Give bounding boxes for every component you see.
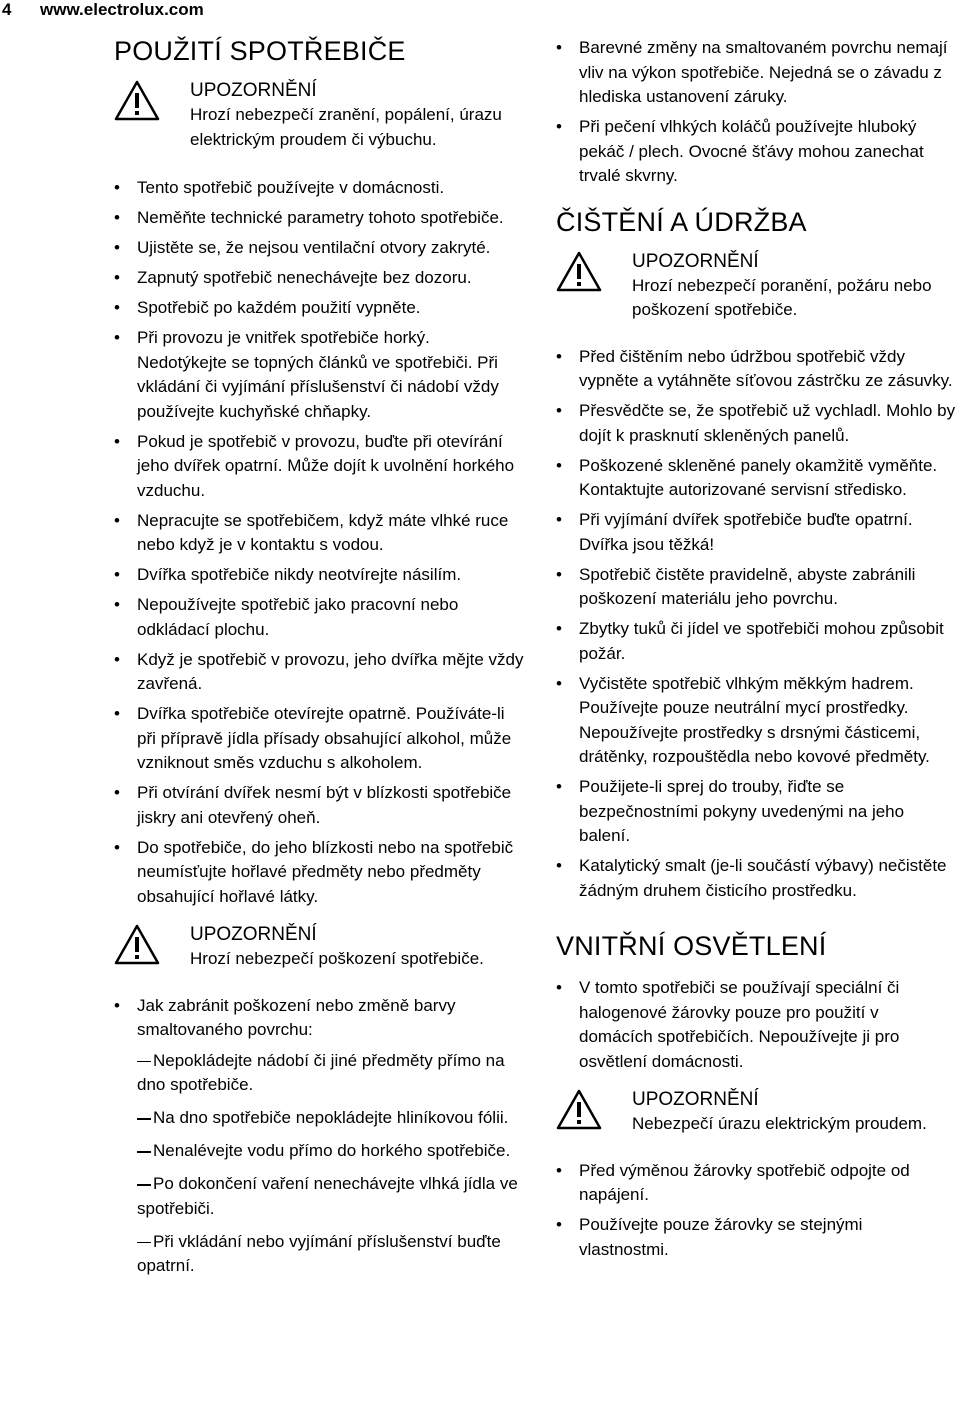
warning-box: [114, 923, 524, 972]
list-item: • V tomto spotřebiči se používají speciální či halogenové žárovky pouze pro použití v domácích spotřebičích. Nepoužívejte ji pro osvětlení domácnosti.: [556, 976, 956, 1074]
list-item: • Nepracujte se spotřebičem, když máte vlhké ruce nebo když je v kontaktu s vodou.: [114, 509, 524, 558]
dash-marker: [137, 1061, 151, 1063]
warning-text-block: [632, 1088, 927, 1137]
list-item: • Když je spotřebič v provozu, jeho dvířka mějte vždy zavřená.: [114, 648, 524, 697]
list-item: • Zbytky tuků či jídel ve spotřebiči mohou způsobit požár.: [556, 617, 956, 666]
warning-title: UPOZORNĚNÍ: [632, 250, 759, 272]
warning-text: Hrozí nebezpečí poranění, požáru nebo poškození spotřebiče.: [632, 275, 932, 319]
page-number: 4: [2, 0, 12, 19]
list-item: • Zapnutý spotřebič nenechávejte bez dozoru.: [114, 266, 524, 291]
dash-item-text: Při vkládání nebo vyjímání příslušenství buďte opatrní.: [137, 1231, 501, 1275]
section-title-lighting: VNITŘNÍ OSVĚTLENÍ: [556, 931, 827, 961]
list-item: • Použijete-li sprej do trouby, řiďte se bezpečnostními pokyny uvedenými na jeho balení.: [556, 775, 956, 849]
site-url[interactable]: www.electrolux.com: [40, 0, 204, 19]
dash-item-text: Po dokončení vaření nenechávejte vlhká jídla ve spotřebiči.: [137, 1174, 518, 1218]
dash-marker: [137, 1242, 151, 1244]
list-item: • Při otvírání dvířek nesmí být v blízkosti spotřebiče jiskry ani otevřený oheň.: [114, 781, 524, 830]
list-item: • Dvířka spotřebiče nikdy neotvírejte násilím.: [114, 563, 524, 588]
list-item: • Neměňte technické parametry tohoto spotřebiče.: [114, 206, 524, 231]
list-item: • Vyčistěte spotřebič vlhkým měkkým hadrem. Používejte pouze neutrální mycí prostředky. Nepoužívejte prostředky s drsnými částicemi, drátěnky, rozpouštědla nebo kovové předměty.: [556, 672, 956, 770]
warning-box: [114, 79, 524, 152]
list-item: • Jak zabránit poškození nebo změně barvy smaltovaného povrchu:: [114, 994, 524, 1043]
list-item: • Při provozu je vnitřek spotřebiče horký. Nedotýkejte se topných článků ve spotřebiči. Při vkládání či vyjímání příslušenství či nádobí vždy používejte kuchyňské chňapky.: [114, 326, 524, 424]
list-item: • Tento spotřebič používejte v domácnosti.: [114, 176, 524, 201]
warning-icon: [114, 79, 160, 121]
dash-marker: [137, 1151, 151, 1153]
list-item: • Katalytický smalt (je-li součástí výbavy) nečistěte žádným druhem čisticího prostředku.: [556, 854, 956, 903]
list-item: • Poškozené skleněné panely okamžitě vyměňte. Kontaktujte autorizované servisní středisko.: [556, 454, 956, 503]
dash-item-text: Na dno spotřebiče nepokládejte hliníkovou fólii.: [153, 1108, 509, 1127]
list-item: • Dvířka spotřebiče otevírejte opatrně. Používáte-li při přípravě jídla přísady obsahující alkohol, může vzniknout směs vzduchu s alkoholem.: [114, 702, 524, 776]
usage-list: [114, 176, 524, 909]
list-item: • Při pečení vlhkých koláčů používejte hluboký pekáč / plech. Ovocné šťávy mohou zanechat trvalé skvrny.: [556, 115, 956, 189]
list-item: • Před čištěním nebo údržbou spotřebič vždy vypněte a vytáhněte síťovou zástrčku ze zásuvky.: [556, 345, 956, 394]
left-column: [114, 36, 524, 1287]
dash-item: [114, 1230, 524, 1279]
bulb-list: [556, 1159, 956, 1263]
warning-title: UPOZORNĚNÍ: [632, 1089, 759, 1110]
warning-box: [556, 250, 956, 323]
warning-title: UPOZORNĚNÍ: [190, 80, 317, 101]
warning-text-block: [190, 923, 484, 972]
dash-marker: [137, 1184, 151, 1186]
list-item: • Spotřebič čistěte pravidelně, abyste zabránili poškození materiálu jeho povrchu.: [556, 563, 956, 612]
list-item: • Přesvědčte se, že spotřebič už vychladl. Mohlo by dojít k prasknutí skleněných panelů.: [556, 399, 956, 448]
dash-item: [114, 1139, 524, 1164]
dash-item: [114, 1049, 524, 1098]
warning-icon: [556, 250, 602, 292]
warning-text-block: [632, 250, 960, 323]
warning-box: [556, 1088, 956, 1137]
dash-marker: [137, 1118, 151, 1120]
warning-icon: [556, 1088, 602, 1130]
enamel-notes-list: [556, 36, 956, 189]
warning-text-block: [190, 79, 520, 152]
dash-item: [114, 1172, 524, 1221]
list-item: • Nepoužívejte spotřebič jako pracovní nebo odkládací plochu.: [114, 593, 524, 642]
list-item: • Používejte pouze žárovky se stejnými vlastnostmi.: [556, 1213, 956, 1262]
lighting-list: [556, 976, 956, 1074]
list-item: • Pokud je spotřebič v provozu, buďte při otevírání jeho dvířek opatrní. Může dojít k uvolnění horkého vzduchu.: [114, 430, 524, 504]
list-item: • Ujistěte se, že nejsou ventilační otvory zakryté.: [114, 236, 524, 261]
warning-icon: [114, 923, 160, 965]
warning-text: Hrozí nebezpečí poškození spotřebiče.: [190, 949, 484, 968]
dash-item-text: Nepokládejte nádobí či jiné předměty přímo na dno spotřebiče.: [137, 1050, 505, 1094]
warning-text: Hrozí nebezpečí zranění, popálení, úrazu elektrickým proudem či výbuchu.: [190, 105, 502, 149]
right-column: [556, 36, 956, 1268]
section-title-cleaning: ČIŠTĚNÍ A ÚDRŽBA: [556, 206, 807, 237]
list-item: • Do spotřebiče, do jeho blízkosti nebo na spotřebič neumísťujte hořlavé předměty nebo předměty obsahující hořlavé látky.: [114, 836, 524, 910]
warning-text: Nebezpečí úrazu elektrickým proudem.: [632, 1114, 927, 1133]
cleaning-list: [556, 345, 956, 904]
list-item: • Barevné změny na smaltovaném povrchu nemají vliv na výkon spotřebiče. Nejedná se o závadu z hlediska ustanovení záruky.: [556, 36, 956, 110]
list-item: • Při vyjímání dvířek spotřebiče buďte opatrní. Dvířka jsou těžká!: [556, 508, 956, 557]
warning-title: UPOZORNĚNÍ: [190, 924, 317, 945]
enamel-list: [114, 994, 524, 1043]
list-item: • Spotřebič po každém použití vypněte.: [114, 296, 524, 321]
list-item: • Před výměnou žárovky spotřebič odpojte od napájení.: [556, 1159, 956, 1208]
dash-item-text: Nenalévejte vodu přímo do horkého spotřebiče.: [153, 1141, 511, 1160]
section-title-usage: POUŽITÍ SPOTŘEBIČE: [114, 36, 406, 66]
dash-item: [114, 1106, 524, 1131]
dash-list: [114, 1049, 524, 1279]
page-header: [0, 0, 960, 40]
